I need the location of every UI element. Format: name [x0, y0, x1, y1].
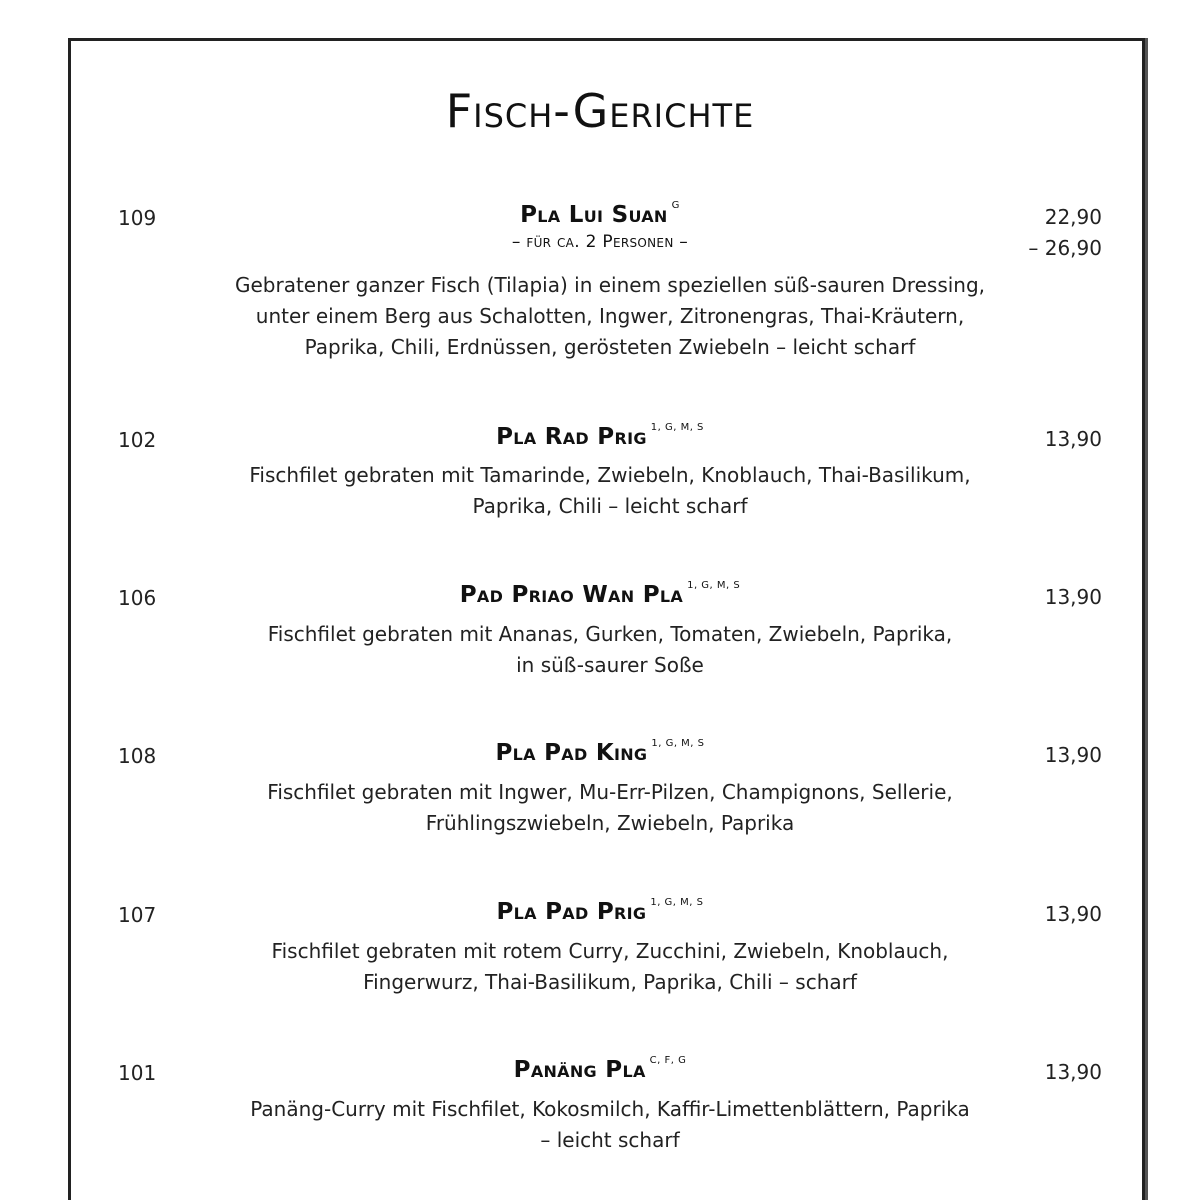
description-line: Fischfilet gebraten mit Ingwer, Mu-Err-Pilzen, Champignons, Sellerie,	[267, 780, 953, 804]
item-name-text: Panäng Pla	[513, 1057, 646, 1083]
item-name-text: Pla Rad Prig	[496, 424, 647, 450]
item-price: 13,90	[1044, 585, 1102, 609]
description-line: – leicht scharf	[540, 1128, 680, 1152]
item-description	[220, 1094, 1000, 1156]
price-max: – 26,90	[1028, 236, 1102, 260]
description-line: Paprika, Chili – leicht scharf	[472, 494, 748, 518]
allergen-codes: 1, G, M, S	[650, 897, 704, 908]
item-price: 13,90	[1044, 743, 1102, 767]
item-number: 106	[118, 586, 157, 610]
description-line: Paprika, Chili, Erdnüssen, gerösteten Zwiebeln – leicht scharf	[304, 335, 916, 359]
item-name-text: Pla Pad Prig	[496, 899, 647, 925]
allergen-codes: 1, G, M, S	[687, 580, 741, 591]
item-number: 108	[118, 744, 157, 768]
item-description	[220, 270, 1000, 363]
description-line: Panäng-Curry mit Fischfilet, Kokosmilch, Kaffir-Limettenblättern, Paprika	[250, 1097, 970, 1121]
item-number: 102	[118, 428, 157, 452]
item-name	[0, 740, 1200, 766]
description-line: unter einem Berg aus Schalotten, Ingwer, Zitronengras, Thai-Kräutern,	[255, 304, 965, 328]
allergen-codes: G	[671, 200, 680, 211]
item-price: 13,90	[1044, 427, 1102, 451]
item-number: 109	[118, 206, 157, 230]
description-line: Fischfilet gebraten mit Ananas, Gurken, Tomaten, Zwiebeln, Paprika,	[267, 622, 953, 646]
item-price: 13,90	[1044, 1060, 1102, 1084]
item-price: 13,90	[1044, 902, 1102, 926]
item-name	[0, 202, 1200, 228]
page-title: Fisch-Gerichte	[445, 84, 755, 138]
item-name	[0, 582, 1200, 608]
description-line: Gebratener ganzer Fisch (Tilapia) in einem speziellen süß-sauren Dressing,	[234, 273, 986, 297]
description-line: in süß-saurer Soße	[516, 653, 704, 677]
description-line: Fingerwurz, Thai-Basilikum, Paprika, Chili – scharf	[363, 970, 857, 994]
allergen-codes: 1, G, M, S	[650, 422, 704, 433]
item-price	[1028, 202, 1102, 264]
item-name-text: Pad Priao Wan Pla	[459, 582, 684, 608]
item-number: 107	[118, 903, 157, 927]
item-name-text: Pla Pad King	[495, 740, 648, 766]
item-name	[0, 424, 1200, 450]
item-name	[0, 899, 1200, 925]
description-line: Fischfilet gebraten mit rotem Curry, Zucchini, Zwiebeln, Knoblauch,	[271, 939, 949, 963]
item-description	[220, 777, 1000, 839]
item-description	[220, 936, 1000, 998]
price-min: 22,90	[1044, 205, 1102, 229]
item-portion-note: – für ca. 2 Personen –	[511, 232, 689, 252]
allergen-codes: C, F, G	[649, 1055, 687, 1066]
item-description	[220, 460, 1000, 522]
allergen-codes: 1, G, M, S	[651, 738, 705, 749]
item-number: 101	[118, 1061, 157, 1085]
description-line: Frühlingszwiebeln, Zwiebeln, Paprika	[425, 811, 795, 835]
item-name	[0, 1057, 1200, 1083]
item-name-text: Pla Lui Suan	[520, 202, 668, 228]
description-line: Fischfilet gebraten mit Tamarinde, Zwiebeln, Knoblauch, Thai-Basilikum,	[249, 463, 971, 487]
item-description	[220, 619, 1000, 681]
